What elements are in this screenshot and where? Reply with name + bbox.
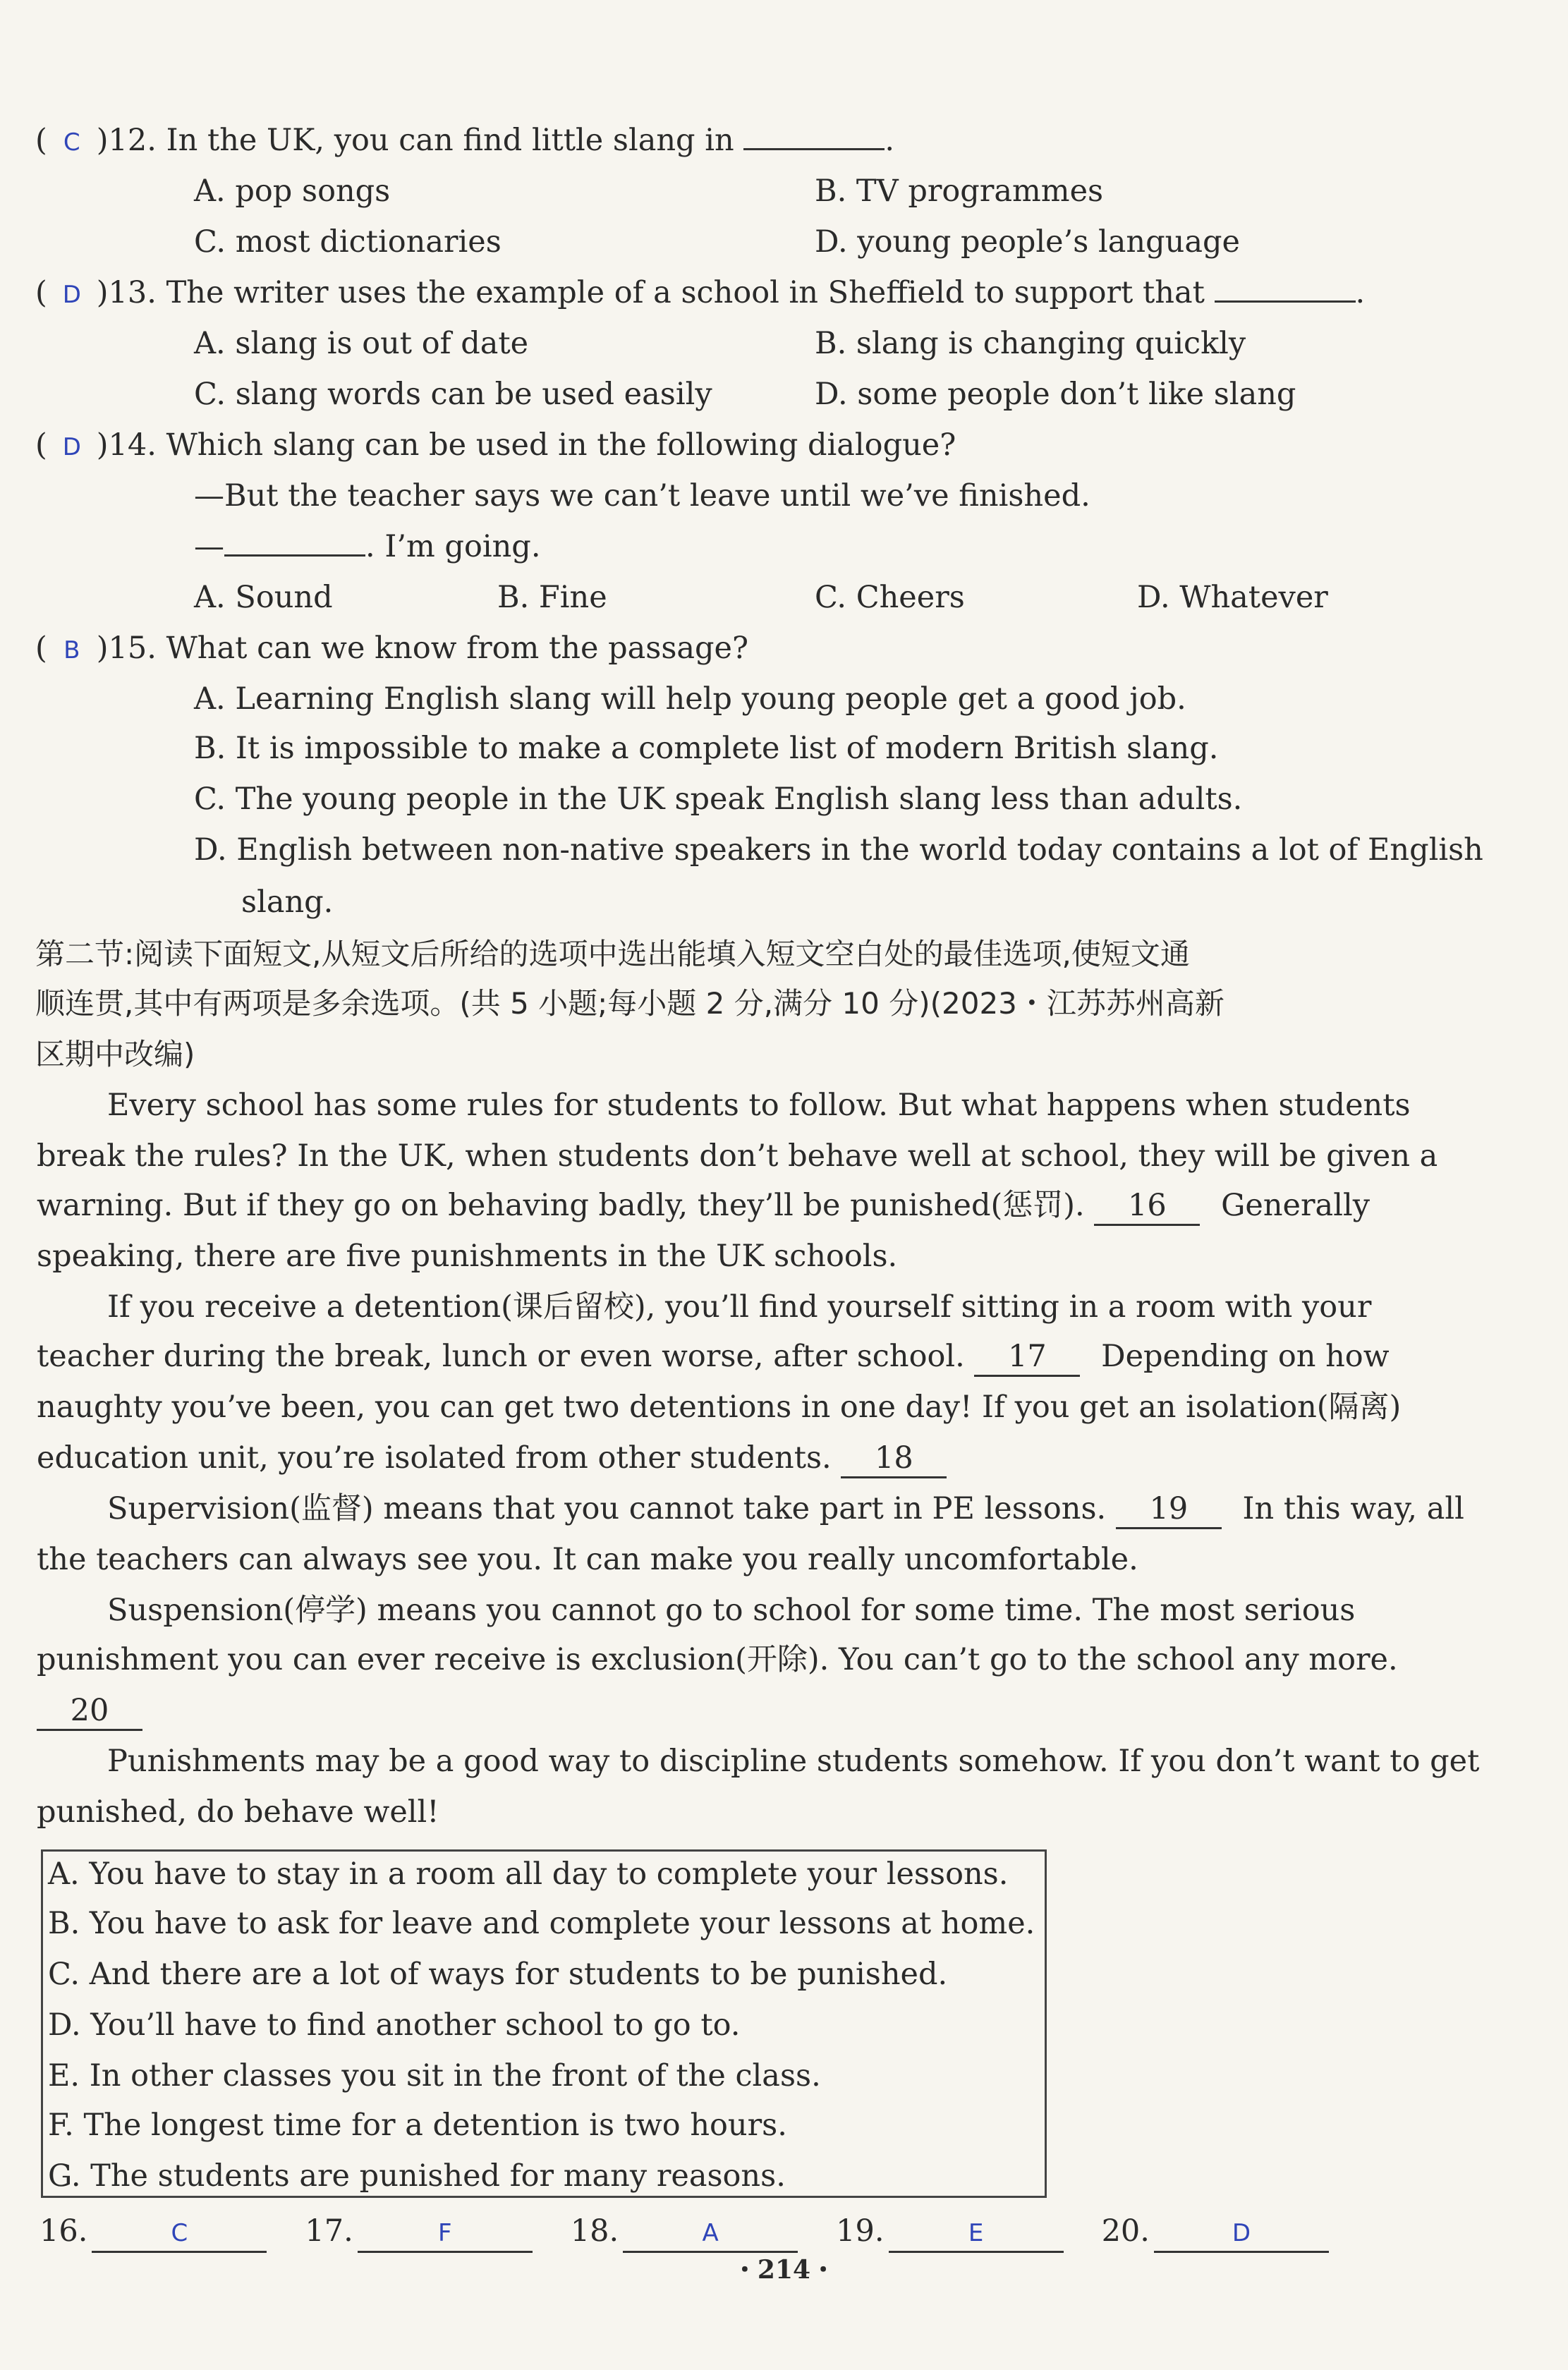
passage-p2-l4 [37,1440,947,1478]
option-13c: C. slang words can be used easily [194,377,712,412]
passage-p2-l2 [37,1339,1390,1377]
answer-row [39,2213,1329,2253]
answer-label-19: 19. [836,2213,885,2249]
option-box-e: E. In other classes you sit in the front of the class. [48,2058,821,2094]
option-13b: B. slang is changing quickly [815,326,1246,361]
section2-instructions-3: 区期中改编) [35,1037,195,1071]
option-12d: D. young people’s language [815,224,1240,260]
blank-line [1215,300,1356,303]
answer-label-20: 20. [1101,2213,1150,2249]
passage-text: In this way, all [1242,1491,1464,1526]
blank-line [743,147,885,150]
blank-18: 18 [841,1443,947,1478]
dialogue-line-1: —But the teacher says we can’t leave until we’ve finished. [194,478,1090,514]
option-14c: C. Cheers [815,580,965,615]
option-box-g: G. The students are punished for many reasons. [48,2158,786,2194]
answer-slot-20 [1154,2216,1329,2253]
option-15d-cont: slang. [241,885,334,920]
passage-p1-l1: Every school has some rules for students to follow. But what happens when students [107,1088,1411,1123]
passage-text: teacher during the break, lunch or even worse, after school. [37,1339,965,1374]
passage-p1-l2: break the rules? In the UK, when students don’t behave well at school, they will be given a [37,1138,1438,1174]
passage-p1-l3 [37,1188,1370,1226]
answer-slot-18 [623,2216,798,2253]
page-number: ・214・ [731,2255,837,2285]
question-13-stem: )13. The writer uses the example of a school in Sheffield to support that [96,275,1205,310]
option-14d: D. Whatever [1137,580,1328,615]
question-14: ( D )14. Which slang can be used in the following dialogue? [35,427,956,463]
passage-p3-l1 [107,1491,1464,1529]
dialogue-line-2 [194,529,541,564]
passage-blank-20-line [37,1693,142,1731]
answer-slot-19 [889,2216,1064,2253]
passage-p2-l1: If you receive a detention(课后留校), you’ll find yourself sitting in a room with your [107,1289,1372,1325]
dialogue-suffix: . I’m going. [365,529,541,564]
answer-14: D [62,433,81,461]
blank-20: 20 [37,1696,142,1731]
answer-13: D [62,281,81,309]
answer-label-17: 17. [305,2213,353,2249]
option-box-d: D. You’ll have to find another school to go to. [48,2007,741,2043]
question-12: ( C )12. In the UK, you can find little slang in . [35,123,895,158]
blank-19: 19 [1116,1494,1222,1529]
passage-p3-l2: the teachers can always see you. It can make you really uncomfortable. [37,1542,1138,1577]
passage-text: Supervision(监督) means that you cannot take part in PE lessons. [107,1491,1107,1526]
passage-p2-l3: naughty you’ve been, you can get two detentions in one day! If you get an isolation(隔离) [37,1390,1402,1425]
section2-instructions-2: 顺连贯,其中有两项是多余选项。(共 5 小题;每小题 2 分,满分 10 分)(2023・江苏苏州高新 [35,986,1224,1021]
answer-value-19: E [968,2219,984,2247]
answer-value-17: F [438,2219,452,2247]
option-14a: A. Sound [194,580,333,615]
answer-value-16: C [171,2219,188,2247]
option-box-b: B. You have to ask for leave and complete your lessons at home. [48,1906,1035,1941]
option-12a: A. pop songs [194,174,391,209]
answer-label-18: 18. [570,2213,619,2249]
option-14b: B. Fine [497,580,607,615]
passage-p5-l2: punished, do behave well! [37,1794,439,1830]
option-box-a: A. You have to stay in a room all day to complete your lessons. [48,1857,1009,1892]
option-13d: D. some people don’t like slang [815,377,1296,412]
passage-p1-l4: speaking, there are five punishments in the UK schools. [37,1239,898,1274]
option-12b: B. TV programmes [815,174,1104,209]
passage-p5-l1: Punishments may be a good way to discipline students somehow. If you don’t want to get [107,1744,1480,1779]
option-box-c: C. And there are a lot of ways for students to be punished. [48,1957,948,1992]
blank-17: 17 [974,1342,1080,1377]
blank-line [224,554,365,557]
answer-15: B [63,636,80,664]
answer-slot-17 [358,2216,533,2253]
section2-instructions-1: 第二节:阅读下面短文,从短文后所给的选项中选出能填入短文空白处的最佳选项,使短文通 [35,937,1190,971]
answer-label-16: 16. [39,2213,88,2249]
option-15d: D. English between non-native speakers in the world today contains a lot of English [194,832,1483,868]
question-13: ( D )13. The writer uses the example of a school in Sheffield to support that . [35,275,1366,310]
answer-value-18: A [702,2219,719,2247]
blank-16: 16 [1094,1191,1200,1226]
option-13a: A. slang is out of date [194,326,529,361]
question-15-stem: )15. What can we know from the passage? [96,631,749,666]
option-15b: B. It is impossible to make a complete list of modern British slang. [194,731,1219,766]
option-box-f: F. The longest time for a detention is two hours. [48,2108,787,2143]
option-15a: A. Learning English slang will help young people get a good job. [194,681,1186,717]
answer-12: C [63,128,80,157]
answer-slot-16 [92,2216,267,2253]
option-15c: C. The young people in the UK speak English slang less than adults. [194,782,1243,817]
passage-p4-l2: punishment you can ever receive is exclusion(开除). You can’t go to the school any more. [37,1642,1398,1677]
passage-text: Depending on how [1101,1339,1390,1374]
passage-text: warning. But if they go on behaving badly, they’ll be punished(惩罚). [37,1188,1085,1223]
question-14-stem: )14. Which slang can be used in the following dialogue? [96,427,956,463]
passage-text: education unit, you’re isolated from other students. [37,1440,832,1476]
question-15: ( B )15. What can we know from the passage? [35,631,749,666]
dialogue-dash: — [194,529,224,564]
passage-p4-l1: Suspension(停学) means you cannot go to school for some time. The most serious [107,1593,1356,1628]
passage-text: Generally [1221,1188,1370,1223]
question-12-stem: )12. In the UK, you can find little slang in [96,123,734,158]
answer-value-20: D [1232,2219,1251,2247]
option-12c: C. most dictionaries [194,224,502,260]
